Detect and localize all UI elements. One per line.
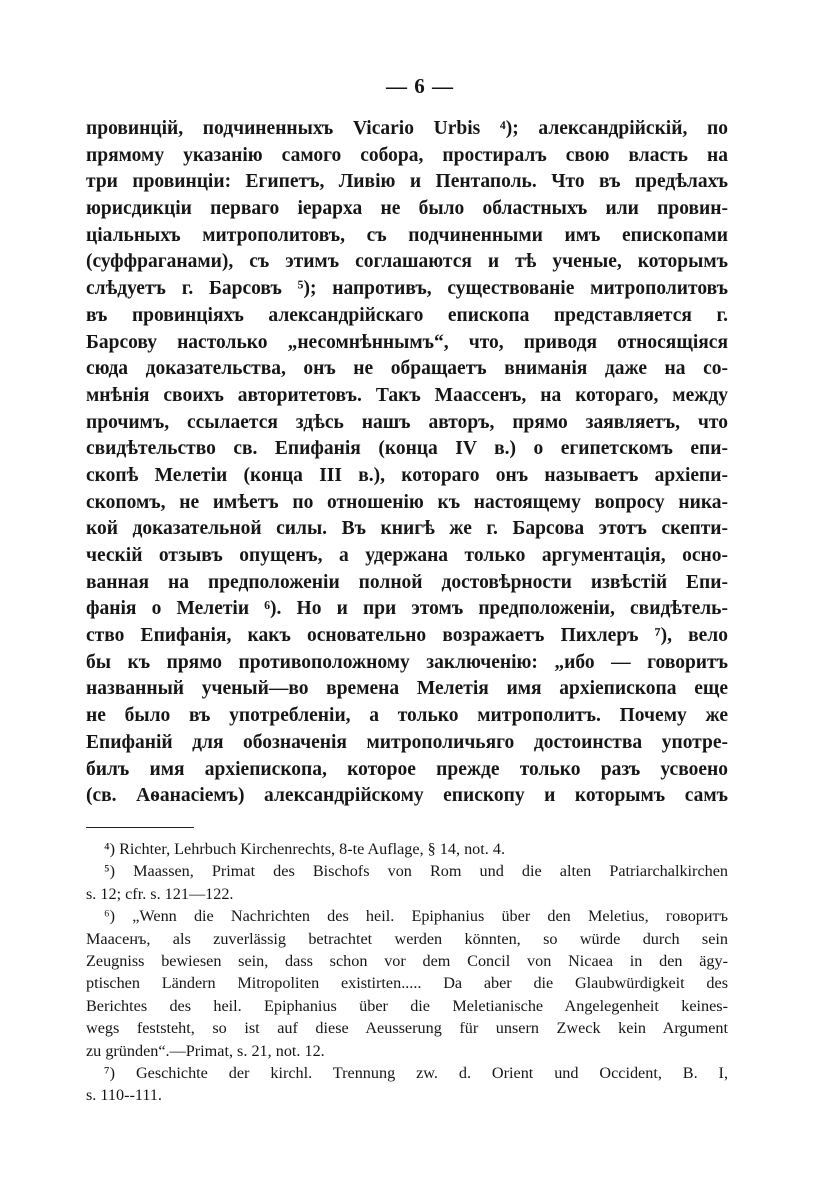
text-line: ціальныхъ митрополитовъ, съ подчиненными имъ епископами [86, 224, 728, 246]
text-line: въ провинціяхъ александрійскаго епископа представляется г. [86, 304, 728, 326]
text-line: свидѣтельство св. Епифанія (конца IV в.) о египетскомъ епи- [86, 438, 728, 460]
footnote-6-continuation: Маасенъ, als zuverlässig betrachtet werden könnten, so würde durch sein [86, 929, 728, 948]
footnote-separator [86, 827, 194, 828]
text-line: провинцій, подчиненныхъ Vicario Urbis ⁴); александрійскій, по [86, 118, 728, 139]
footnote-6-continuation: wegs feststeht, so ist auf diese Aeusserung für unsern Zweck kein Argument [86, 1019, 728, 1038]
main-text [86, 116, 728, 810]
text-line: Епифаній для обозначенія митрополичьяго достоинства употре- [86, 731, 728, 753]
footnote-4: ⁴) Richter, Lehrbuch Kirchenrechts, 8-te Auflage, § 14, not. 4. [104, 840, 506, 858]
text-line: мнѣнія своихъ авторитетовъ. Такъ Маассенъ, на котораго, между [86, 384, 728, 406]
footnote-6-continuation: Zeugniss bewiesen sein, dass schon vor dem Concil von Nicaea in den ägy- [86, 951, 728, 970]
text-line: бы къ прямо противоположному заключенію: „ибо — говоритъ [86, 651, 728, 673]
text-line: фанія о Мелетіи ⁶). Но и при этомъ предположеніи, свидѣтель- [86, 598, 728, 620]
text-line: ванная на предположеніи полной достовѣрности извѣстій Епи- [86, 571, 728, 593]
footnote-6-continuation: Berichtes des heil. Epiphanius über die Meletianische Angelegenheit keines- [86, 996, 728, 1015]
text-line: прямому указанію самого собора, простиралъ свою власть на [86, 144, 728, 166]
text-line: (св. Аѳанасіемъ) александрійскому епископу и которымъ самъ [86, 785, 728, 807]
text-line: билъ имя архіепископа, которое прежде только разъ усвоено [86, 758, 728, 780]
footnote-5-continuation: s. 12; cfr. s. 121—122. [86, 884, 234, 903]
text-line: не было въ употребленіи, а только митрополитъ. Почему же [86, 705, 728, 727]
page-number: — 6 — [386, 74, 454, 98]
footnotes [86, 838, 728, 1107]
text-line: (суффраганами), съ этимъ соглашаются и тѣ ученые, которымъ [86, 251, 728, 273]
footnote-7: ⁷) Geschichte der kirchl. Trennung zw. d. Orient und Occident, B. I, [104, 1063, 728, 1082]
text-line: скопомъ, не имѣетъ по отношенію къ настоящему вопросу ника- [86, 491, 728, 513]
text-line: ческій отзывъ опущенъ, а удержана только аргументація, осно- [86, 545, 728, 566]
text-line: ство Епифанія, какъ основательно возражаетъ Пихлеръ ⁷), вело [86, 625, 728, 647]
text-line: скопѣ Мелетіи (конца III в.), котораго онъ называетъ архіепи- [86, 464, 728, 486]
text-line: юрисдикціи перваго іерарха не было областныхъ или провин- [86, 198, 728, 220]
footnote-7-continuation: s. 110--111. [86, 1086, 162, 1105]
text-line: названный ученый—во времена Мелетія имя архіепископа еще [86, 678, 728, 700]
text-line: сюда доказательства, онъ не обращаетъ вниманія даже на со- [86, 358, 728, 380]
footnote-6-continuation: zu gründen“.—Primat, s. 21, not. 12. [86, 1041, 325, 1060]
footnote-6: ⁶) „Wenn die Nachrichten des heil. Epiphanius über den Meletius, говоритъ [104, 907, 728, 926]
footnote-5: ⁵) Maassen, Primat des Bischofs von Rom und die alten Patriarchalkirchen [104, 862, 728, 881]
footnote-6-continuation: ptischen Ländern Mitropoliten existirten..... Da aber die Glaubwürdigkeit des [86, 974, 728, 993]
text-line: слѣдуетъ г. Барсовъ ⁵); напротивъ, существованіе митрополитовъ [86, 278, 728, 300]
text-line: прочимъ, ссылается здѣсь нашъ авторъ, прямо заявляетъ, что [86, 411, 728, 433]
text-line: три провинціи: Египетъ, Ливію и Пентаполь. Что въ предѣлахъ [86, 171, 728, 193]
text-line: Барсову настолько „несомнѣннымъ“, что, приводя относящіяся [86, 331, 728, 353]
text-line: кой доказательной силы. Въ книгѣ же г. Барсова этотъ скепти- [86, 518, 728, 540]
